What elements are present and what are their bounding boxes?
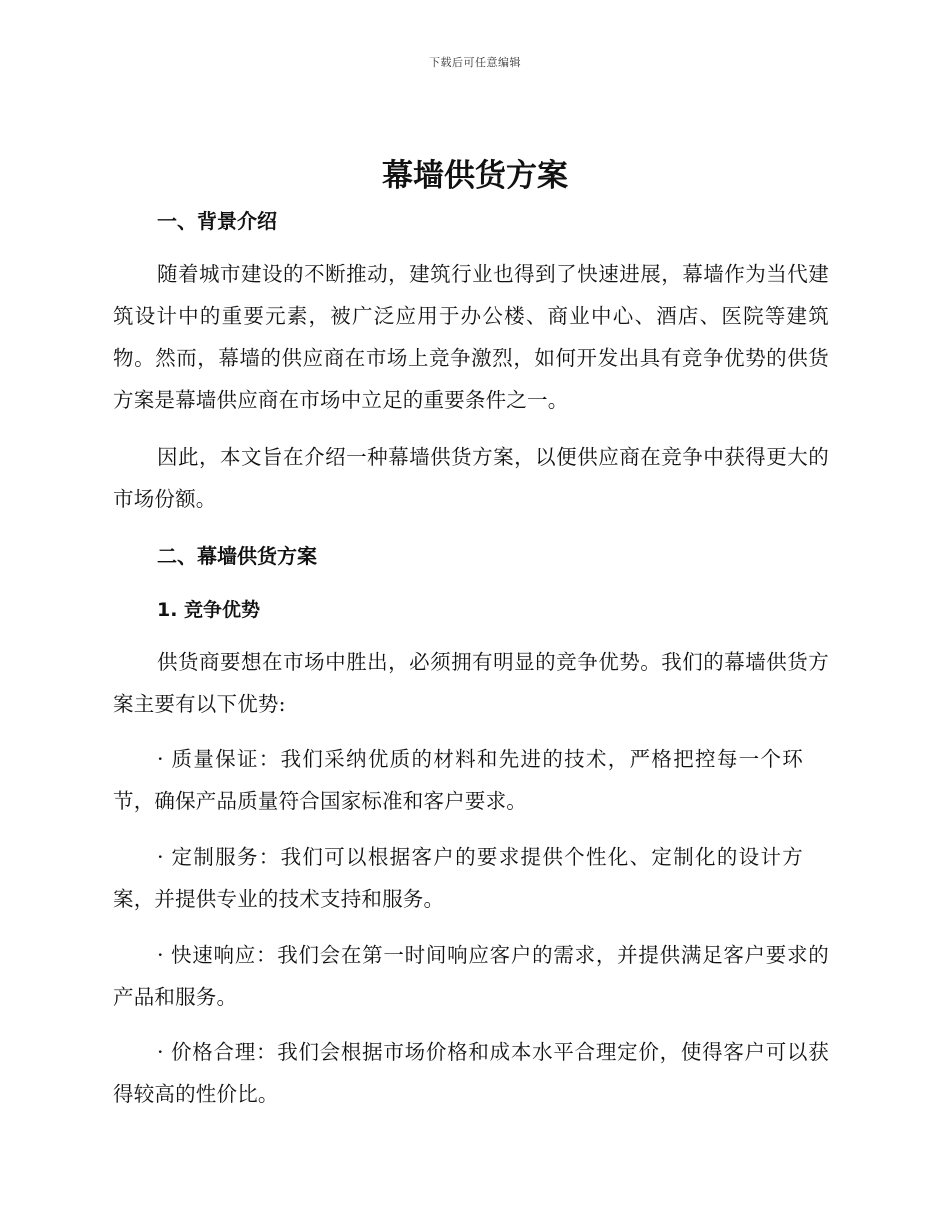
page-header-note: 下载后可任意编辑 xyxy=(429,56,521,69)
list-item-fast-response: · 快速响应：我们会在第一时间响应客户的需求，并提供满足客户要求的产品和服务。 xyxy=(113,943,829,1009)
section-heading-background: 一、背景介绍 xyxy=(157,209,277,233)
list-item-reasonable-price: · 价格合理：我们会根据市场价格和成本水平合理定价，使得客户可以获得较高的性价比。 xyxy=(113,1040,829,1106)
document-title: 幕墙供货方案 xyxy=(382,158,568,194)
list-item-custom-service: · 定制服务：我们可以根据客户的要求提供个性化、定制化的设计方案，并提供专业的技术支持和服务。 xyxy=(113,845,803,911)
section-heading-supply-plan: 二、幕墙供货方案 xyxy=(157,544,317,568)
subsection-heading-competitive-advantage: 1. 竞争优势 xyxy=(157,599,261,621)
paragraph-background: 随着城市建设的不断推动，建筑行业也得到了快速进展，幕墙作为当代建筑设计中的重要元素，被广泛应用于办公楼、商业中心、酒店、医院等建筑物。然而，幕墙的供应商在市场上竞争激烈，如何开发出具有竞争优势的供货方案是幕墙供应商在市场中立足的重要条件之一。 xyxy=(113,262,829,412)
list-item-quality-assurance: · 质量保证：我们采纳优质的材料和先进的技术，严格把控每一个环节，确保产品质量符合国家标准和客户要求。 xyxy=(113,747,803,813)
paragraph-purpose: 因此，本文旨在介绍一种幕墙供货方案，以便供应商在竞争中获得更大的市场份额。 xyxy=(113,445,829,511)
paragraph-advantages-intro: 供货商要想在市场中胜出，必须拥有明显的竞争优势。我们的幕墙供货方案主要有以下优势: xyxy=(113,650,829,716)
